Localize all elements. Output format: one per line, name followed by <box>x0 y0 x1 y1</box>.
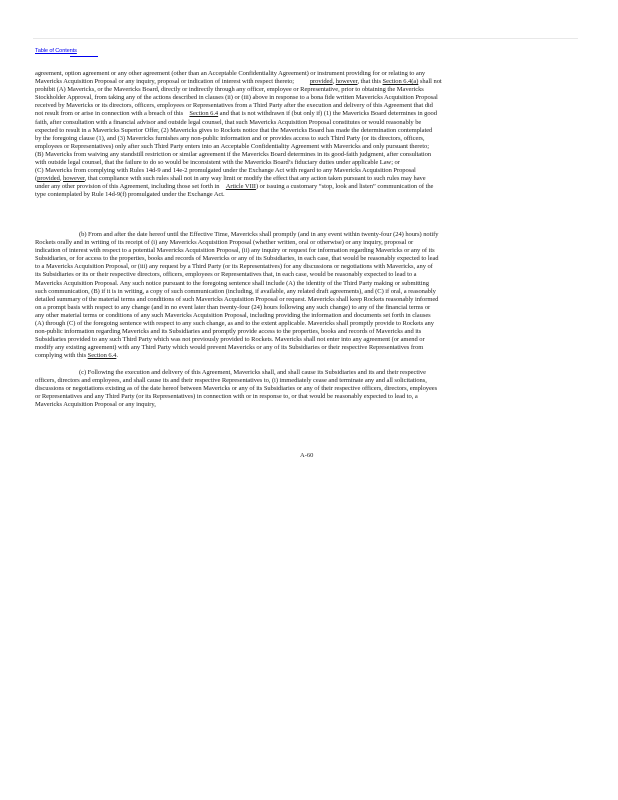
text-line: (c) Following the execution and delivery of this Agreement, Mavericks shall, and shall cause its Subsidiaries and its and their respective <box>79 369 426 376</box>
text-line: with outside legal counsel, that the failure to do so would be inconsistent with the Mavericks Board’s fiduciary duties under applicable Law; or <box>35 159 400 167</box>
text-line: on a prompt basis with respect to any change (and in no event later than twenty-four (24) hours following any such change) to any of the financial terms or <box>35 303 431 311</box>
text-line: (B) Mavericks from waiving any standstill restriction or similar agreement if the Mavericks Board determines in its good-faith judgment, after consultation <box>35 150 432 158</box>
page-number: A-60 <box>300 452 314 459</box>
paragraph-c <box>35 369 585 409</box>
text-line: not result from or arise in connection with a breach of this Section 6.4 and that is not withdrawn if (but only if) (1) the Mavericks Board determines in good <box>35 110 437 118</box>
defined-term: provided <box>309 78 333 86</box>
defined-term: provided <box>37 175 60 183</box>
header-divider <box>33 38 578 39</box>
text-line: type contemplated by Rule 14d-9(f) promulgated under the Exchange Act. <box>35 191 225 199</box>
paragraph-a-continuation <box>35 70 585 200</box>
text-line: expected to result in a Mavericks Superior Offer, (2) Mavericks gives to Rockets notice that the Mavericks Board has made the determination contemplated <box>35 126 433 134</box>
text-line: indication of interest with respect to a potential Mavericks Acquisition Proposal, (ii) any inquiry or request for information regarding Mavericks or any of its <box>35 247 435 255</box>
table-of-contents-underline <box>70 56 98 57</box>
text-line: any other material terms or conditions of any such Mavericks Acquisition Proposal, including providing the information and documents set forth in clauses <box>35 311 431 319</box>
text-line: (A) through (C) of the foregoing sentence with respect to any such change, as and to the extent applicable. Mavericks shall promptly provide to Rockets any <box>35 320 434 328</box>
text-line: Mavericks Acquisition Proposal. Any such notice pursuant to the foregoing sentence shall include (A) the identity of the Third Party making or submitting <box>35 279 429 287</box>
defined-term: however <box>63 175 85 183</box>
defined-term: however <box>335 78 358 86</box>
text-line: complying with this Section 6.4. <box>35 352 118 360</box>
section-reference: Section 6.4 <box>189 110 219 118</box>
text-line: Mavericks Acquisition Proposal or any inquiry, proposal or indication of interest with respect thereto; provided, however, that this Section 6.4(a) shall not <box>35 78 442 86</box>
text-line: faith, after consultation with a financial advisor and outside legal counsel, that such Mavericks Acquisition Proposal constitutes or would reasonably be <box>35 118 422 126</box>
text-line: Subsidiaries provided to any such Third Party which was not previously provided to Rockets. Mavericks shall not enter into any agreement (or amend or <box>35 336 425 344</box>
paragraph-b <box>35 231 585 361</box>
text-line: received by Mavericks or its directors, officers, employees or Representatives from a Third Party after the execution and delivery of this Agreement that did <box>35 102 433 110</box>
text-line: agreement, option agreement or any other agreement (other than an Acceptable Confidentiality Agreement) or instrument providing for or relating to any <box>35 70 426 77</box>
text-line: (b) From and after the date hereof until the Effective Time, Mavericks shall promptly (and in any event within twenty-four (24) hours) notify <box>79 231 439 238</box>
text-line: by the foregoing clause (1), and (3) Mavericks furnishes any non-public information and or provides access to such Third Party (or its directors, officers, <box>35 134 425 142</box>
text-line: Stockholder Approval, from taking any of the actions described in clauses (ii) or (iii) above in response to a bona fide written Mavericks Acquisition Proposal <box>35 94 438 102</box>
section-reference: Section 6.4(a) <box>382 78 419 86</box>
text-line: to a Mavericks Acquisition Proposal, or (iii) any request by a Third Party (or its Representatives) for any discussions or negotiations with Mavericks, any of <box>35 263 433 271</box>
text-line: its Subsidiaries or its or their respective directors, officers, employees or Representatives that, in each case, would be reasonably expected to lead to a <box>35 271 417 279</box>
text-line: Rockets orally and in writing of its receipt of (i) any Mavericks Acquisition Proposal (whether written, oral or otherwise) or any inquiry, proposal or <box>35 239 414 247</box>
text-line: discussions or negotiations existing as of the date hereof between Mavericks or any of its Subsidiaries or any of their respective officers, directors, employees <box>35 385 438 393</box>
text-line: non-public information regarding Mavericks and its Subsidiaries and promptly provide access to the properties, books and records of Mavericks and its <box>35 328 422 336</box>
text-line: under any other provision of this Agreement, including those set forth in Article VIII) or issuing a customary “stop, look and listen” communication of the <box>35 183 434 191</box>
table-of-contents-link[interactable]: Table of Contents <box>35 48 77 54</box>
text-line: or Representatives and any Third Party (or its Representatives) in connection with or in response to, or that would be reasonably expected to lead to, a <box>35 393 418 401</box>
text-line: (provided, however, that compliance with such rules shall not in any way limit or modify the effect that any action taken pursuant to such rules may have <box>35 175 426 183</box>
text-line: prohibit (A) Mavericks, or the Mavericks Board, directly or indirectly through any officer, employee or Representative, prior to obtaining the Mavericks <box>35 86 424 94</box>
text-line: detailed summary of the material terms and conditions of such Mavericks Acquisition Proposal or request. Mavericks shall keep Rockets reasonably informed <box>35 295 439 303</box>
text-line: such communication, (B) if it is in writing, a copy of such communication (including, if available, any related draft agreements), and (C) if oral, a reasonably <box>35 287 436 295</box>
section-reference: Section 6.4 <box>87 352 117 360</box>
text-line: Mavericks Acquisition Proposal or any inquiry, <box>35 401 156 409</box>
text-line: modify any existing agreement) with any Third Party which would prevent Mavericks or any of its Subsidiaries or their respective Representatives from <box>35 344 424 352</box>
text-line: officers, directors and employees, and shall cause its and their respective Representatives to, (i) immediately cease and terminate any and all solicitations, <box>35 377 427 385</box>
text-line: Subsidiaries, or for access to the properties, books and records of Mavericks or any of its Subsidiaries, in each case, that would be reasonably expected to lead <box>35 255 439 263</box>
text-line: employees or Representatives) only after such Third Party enters into an Acceptable Confidentiality Agreement with Mavericks and only pursuant thereto; <box>35 142 429 150</box>
text-line: (C) Mavericks from complying with Rules 14d-9 and 14e-2 promulgated under the Exchange Act with regard to any Mavericks Acquisition Proposal <box>35 167 416 175</box>
article-reference: Article VIII <box>225 183 256 191</box>
